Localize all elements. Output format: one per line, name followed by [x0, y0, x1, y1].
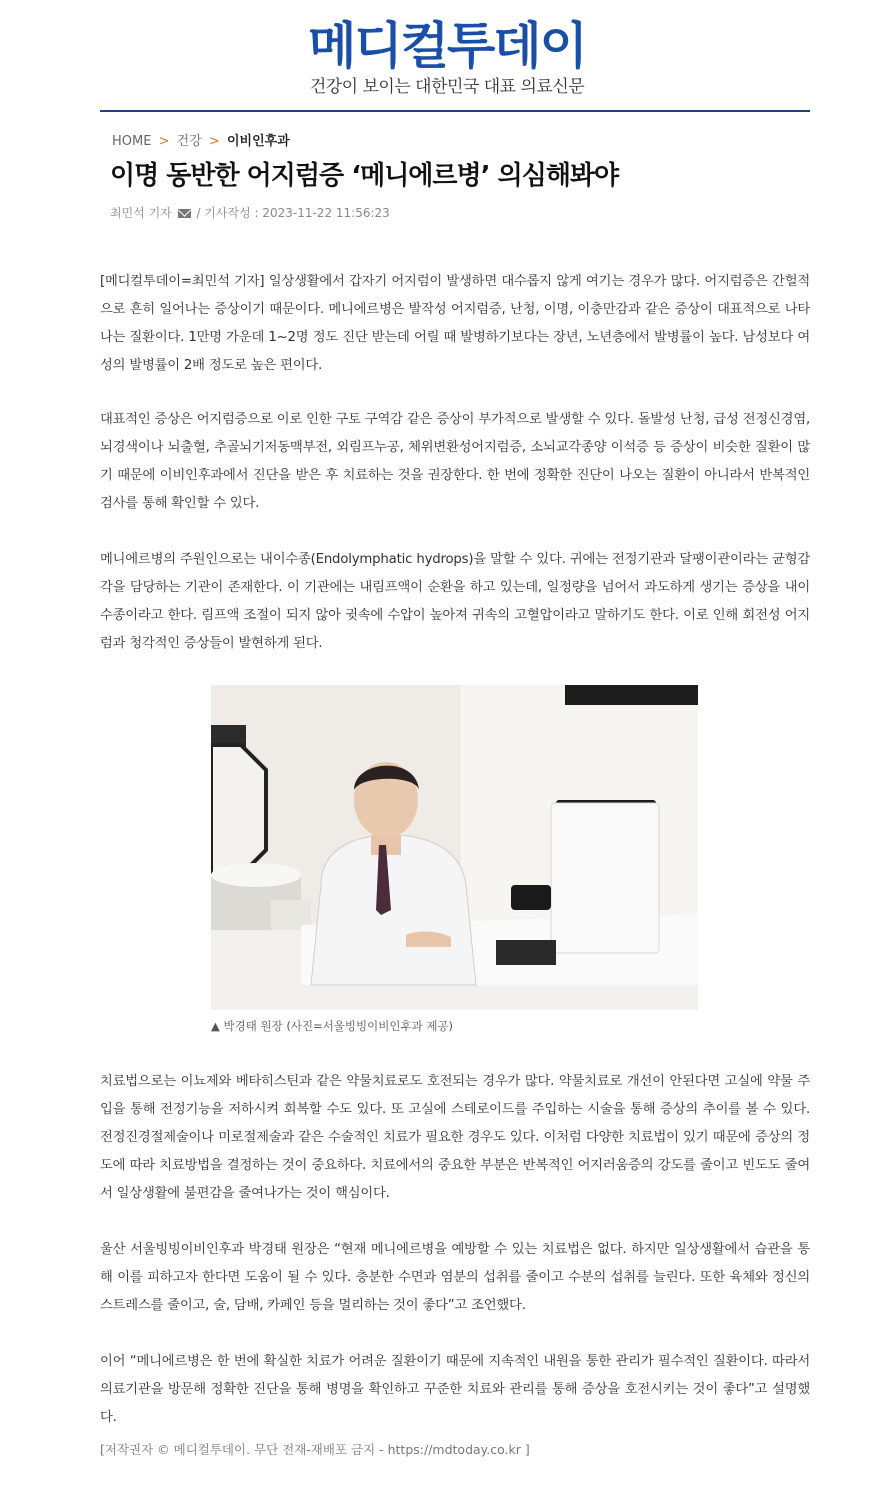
breadcrumb-separator: > [208, 134, 220, 149]
article-paragraph-2: 대표적인 증상은 어지럼증으로 이로 인한 구토 구역감 같은 증상이 부가적으로 발생할 수 있다. 돌발성 난청, 급성 전정신경염, 뇌경색이나 뇌출혈, 추골뇌기저동맥부전, 외림프누공, 체위변환성어지럼증, 소뇌교각종양 이석증 등 증상이 비슷한 질환이 많기 때문에 이비인후과에서 진단을 받은 후 치료하는 것을 권장한다. 한 번에 정확한 진단이 나오는 질환이 아니라서 반복적인 검사를 통해 확인할 수 있다. [100, 412, 810, 511]
copyright-notice: [저작권자 © 메디컬투데이. 무단 전재-재배포 금지 - https://mdtoday.co.kr ] [100, 1442, 530, 1457]
article-paragraph-6: 이어 “메니에르병은 한 번에 확실한 치료가 어려운 질환이기 때문에 지속적인 내원을 통한 관리가 필수적인 질환이다. 따라서 의료기관을 방문해 정확한 진단을 통해 병명을 확인하고 꾸준한 치료와 관리를 통해 증상을 호전시키는 것이 좋다”고 설명했다. [100, 1354, 810, 1425]
breadcrumb-section[interactable]: 건강 [176, 134, 202, 149]
site-tagline: 건강이 보이는 대한민국 대표 의료신문 [309, 77, 585, 97]
doctor-office-illustration [211, 685, 698, 1010]
article-date: / 기사작성 : 2023-11-22 11:56:23 [196, 206, 390, 220]
reporter-name[interactable]: 최민석 기자 [110, 206, 172, 220]
breadcrumb [112, 130, 290, 149]
header-divider [100, 110, 810, 112]
breadcrumb-home[interactable]: HOME [112, 134, 152, 149]
article-byline [110, 204, 390, 221]
article-photo [211, 685, 698, 1010]
photo-caption: ▲ 박경태 원장 (사진=서울빙빙이비인후과 제공) [211, 1019, 454, 1033]
masthead [0, 0, 894, 112]
mail-icon[interactable] [178, 209, 191, 218]
breadcrumb-current[interactable]: 이비인후과 [226, 134, 290, 149]
article-paragraph-4: 치료법으로는 이뇨제와 베타히스틴과 같은 약물치료로도 호전되는 경우가 많다. 약물치료로 개선이 안된다면 고실에 약물 주입을 통해 전정기능을 저하시켜 회복할 수도 있다. 또 고실에 스테로이드를 주입하는 시술을 통해 증상의 추이를 볼 수 있다. 전정진경절제술이나 미로절제술과 같은 수술적인 치료가 필요한 경우도 있다. 이처럼 다양한 치료법이 있기 때문에 증상의 정도에 따라 치료방법을 결정하는 것이 중요하다. 치료에서의 중요한 부분은 반복적인 어지러움증의 강도를 줄이고 빈도도 줄여서 일상생활에 불편감을 줄여나가는 것이 핵심이다. [100, 1074, 810, 1201]
article-paragraph-1: [메디컬투데이=최민석 기자] 일상생활에서 갑자기 어지럼이 발생하면 대수롭지 않게 여기는 경우가 많다. 어지럼증은 간헐적으로 흔히 일어나는 증상이기 때문이다. 메니에르병은 발작성 어지럼증, 난청, 이명, 이충만감과 같은 증상이 대표적으로 나타나는 질환이다. 1만명 가운데 1~2명 정도 진단 받는데 어릴 때 발병하기보다는 장년, 노년층에서 발병률이 높다. 남성보다 여성의 발병률이 2배 정도로 높은 편이다. [100, 274, 810, 373]
breadcrumb-separator: > [158, 134, 170, 149]
article-paragraph-5: 울산 서울빙빙이비인후과 박경태 원장은 “현재 메니에르병을 예방할 수 있는 치료법은 없다. 하지만 일상생활에서 습관을 통해 이를 피하고자 한다면 도움이 될 수 있다. 충분한 수면과 염분의 섭취를 줄이고 수분의 섭취를 늘린다. 또한 육체와 정신의 스트레스를 줄이고, 술, 담배, 카페인 등을 멀리하는 것이 좋다”고 조언했다. [100, 1242, 810, 1313]
site-logo[interactable]: 메디컬투데이 [308, 17, 586, 75]
article-paragraph-3: 메니에르병의 주원인으로는 내이수종(Endolymphatic hydrops)을 말할 수 있다. 귀에는 전정기관과 달팽이관이라는 균형감각을 담당하는 기관이 존재한다. 이 기관에는 내림프액이 순환을 하고 있는데, 일정량을 넘어서 과도하게 생기는 증상을 내이수종이라고 한다. 림프액 조절이 되지 않아 귓속에 수압이 높아져 귀속의 고혈압이라고 말하기도 한다. 이로 인해 회전성 어지럼과 청각적인 증상들이 발현하게 된다. [100, 552, 810, 651]
article-headline: 이명 동반한 어지럼증 ‘메니에르병’ 의심해봐야 [110, 161, 619, 191]
